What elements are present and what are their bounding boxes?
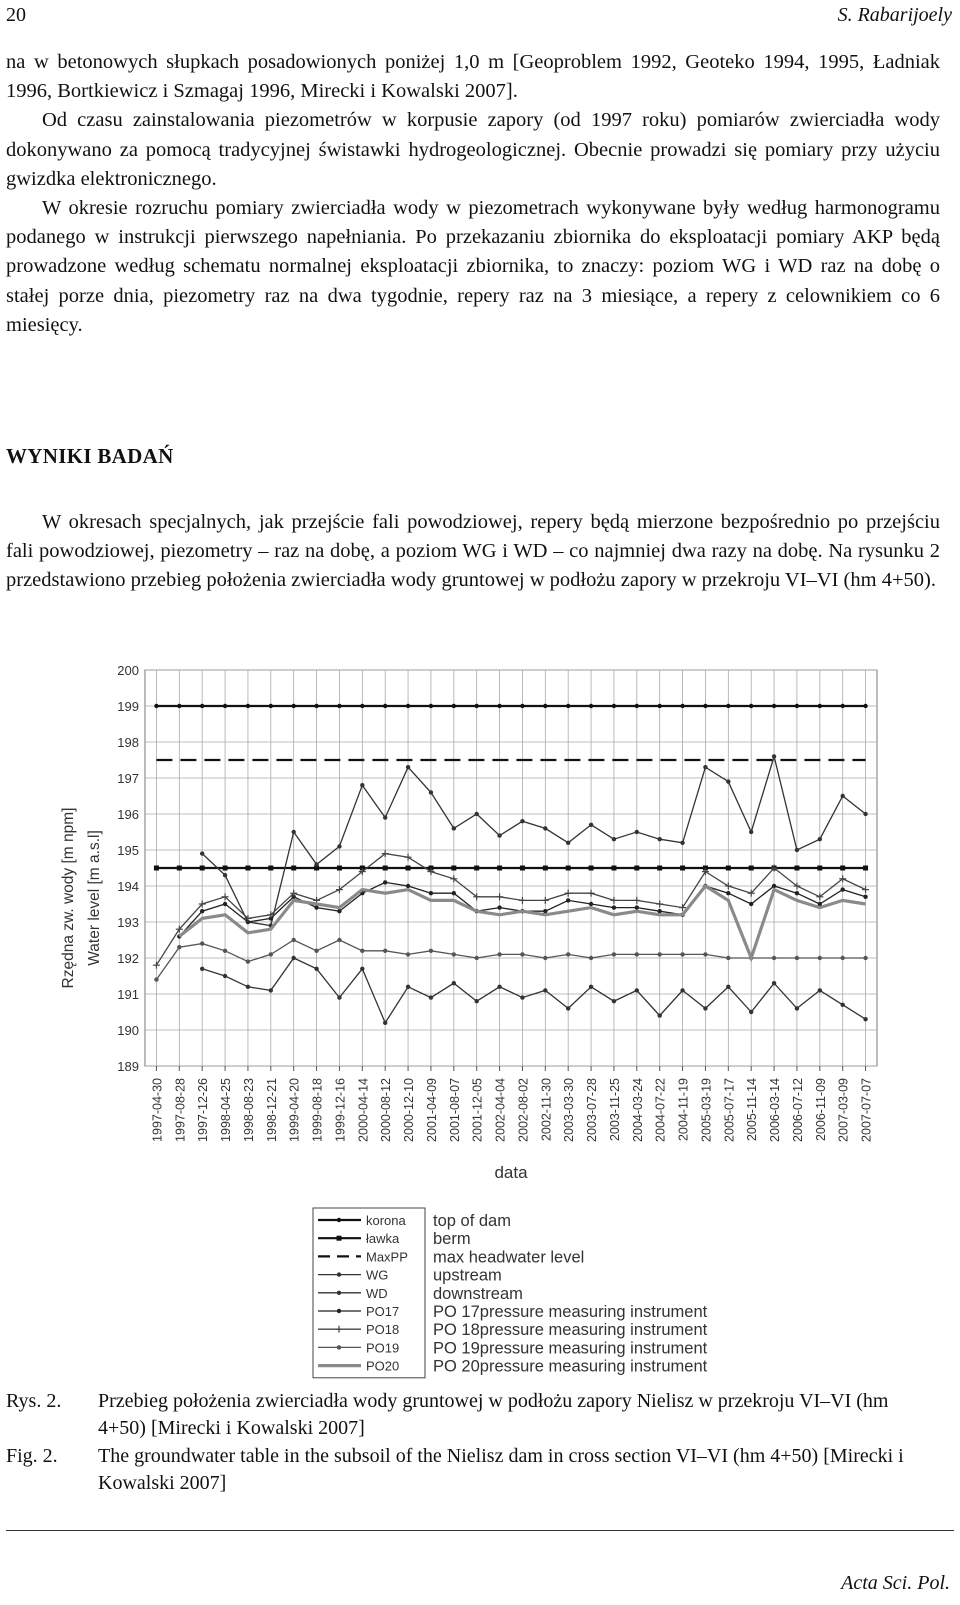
data-point-WD: [406, 985, 410, 989]
x-tick-label: 2006-11-09: [813, 1078, 828, 1142]
data-point-korona: [360, 704, 364, 708]
x-tick-label: 2000-04-14: [356, 1078, 371, 1142]
body-text-results: [6, 508, 940, 596]
data-point-PO19: [406, 952, 410, 956]
data-point-korona: [795, 704, 799, 708]
data-point-WD: [429, 995, 433, 999]
data-point-korona: [497, 704, 501, 708]
data-point-PO17: [337, 909, 341, 913]
data-point-PO19: [223, 949, 227, 953]
data-point-PO19: [795, 956, 799, 960]
data-point-PO17: [635, 905, 639, 909]
x-tick-label: 1998-08-23: [241, 1078, 256, 1142]
data-point-WD: [726, 985, 730, 989]
data-point-WD: [795, 1006, 799, 1010]
legend-description-korona: top of dam: [433, 1212, 511, 1230]
data-point-WD: [200, 967, 204, 971]
data-point-korona: [863, 704, 867, 708]
x-tick-label: 2006-03-14: [768, 1078, 783, 1142]
data-point-PO17: [772, 884, 776, 888]
data-point-PO19: [543, 956, 547, 960]
data-point-WG: [452, 826, 456, 830]
data-point-WG: [863, 812, 867, 816]
x-tick-label: 2005-11-14: [745, 1078, 760, 1142]
x-axis-title: data: [494, 1163, 528, 1182]
data-point-WG: [795, 848, 799, 852]
x-tick-label: 2000-08-12: [379, 1078, 394, 1142]
water-level-chart: [0, 660, 960, 1380]
y-tick-label: 191: [117, 987, 139, 1002]
data-point-WG: [406, 765, 410, 769]
paragraph-3: W okresie rozruchu pomiary zwierciadła wody w piezometrach wykonywane były według harmonogramu podanego w instrukcji pierwszego napełniania. Po przekazaniu zbiornika do eksploatacji pomiary AKP będą prowadzone według schematu normalnej eksploatacji zbiornika, to znaczy: poziom WG i WD raz na dobę o stałej porze dnia, piezometry raz na dwa tygodnie, repery raz na 3 miesiące, a repery z celownikiem co 6 miesięcy.: [6, 197, 940, 336]
data-point-PO19: [657, 952, 661, 956]
data-point-ławka: [200, 866, 205, 871]
legend-description-PO17: PO 17pressure measuring instrument: [433, 1303, 708, 1321]
legend-marker-korona: [337, 1218, 341, 1222]
data-point-PO19: [680, 952, 684, 956]
y-tick-label: 199: [117, 699, 139, 714]
data-point-WG: [680, 841, 684, 845]
y-axis-title-polish: Rzędna zw. wody [m npm]: [60, 807, 77, 989]
data-point-PO19: [337, 938, 341, 942]
data-point-PO19: [246, 959, 250, 963]
data-point-PO19: [291, 938, 295, 942]
data-point-WG: [635, 830, 639, 834]
x-tick-label: 2003-11-25: [607, 1078, 622, 1142]
data-point-PO17: [383, 880, 387, 884]
legend-label-ławka: ławka: [366, 1231, 400, 1247]
caption-english-text: The groundwater table in the subsoil of the Nielisz dam in cross section VI–VI (hm 4+50) [Mirecki i Kowalski 2007]: [98, 1445, 904, 1494]
data-point-ławka: [680, 866, 685, 871]
data-point-PO19: [635, 952, 639, 956]
legend-label-MaxPP: MaxPP: [366, 1249, 408, 1265]
data-point-ławka: [383, 866, 388, 871]
data-point-PO19: [200, 941, 204, 945]
data-point-WD: [657, 1013, 661, 1017]
data-point-ławka: [291, 866, 296, 871]
data-point-WD: [749, 1010, 753, 1014]
data-point-WD: [223, 974, 227, 978]
section-heading: WYNIKI BADAŃ: [6, 444, 174, 468]
data-point-korona: [269, 704, 273, 708]
data-point-WG: [223, 873, 227, 877]
legend-description-ławka: berm: [433, 1230, 471, 1249]
data-point-ławka: [749, 866, 754, 871]
x-tick-label: 2007-07-07: [859, 1078, 874, 1142]
data-point-PO17: [795, 891, 799, 895]
data-point-WG: [749, 830, 753, 834]
data-point-PO19: [314, 949, 318, 953]
x-tick-label: 1998-04-25: [219, 1078, 234, 1142]
data-point-WG: [200, 851, 204, 855]
data-point-korona: [429, 704, 433, 708]
body-text-top: [6, 48, 940, 340]
legend-label-PO17: PO17: [366, 1304, 400, 1319]
data-point-WD: [703, 1006, 707, 1010]
data-point-WG: [360, 783, 364, 787]
data-point-WG: [497, 833, 501, 837]
data-point-WG: [543, 826, 547, 830]
x-tick-label: 2000-12-10: [402, 1078, 417, 1142]
data-point-WG: [314, 862, 318, 866]
y-tick-label: 195: [117, 843, 139, 858]
x-tick-label: 2002-04-04: [493, 1078, 508, 1142]
paragraph-4: W okresach specjalnych, jak przejście fali powodziowej, repery będą mierzone bezpośrednio po przejściu fali powodziowej, piezometry – raz na dobę, a poziom WG i WD – co najmniej dwa razy na dobę. Na rysunku 2 przedstawiono przebieg położenia zwierciadła wody gruntowej w podłożu zapory w przekroju VI–VI (hm 4+50).: [6, 511, 940, 592]
x-tick-label: 2006-07-12: [790, 1078, 805, 1142]
x-tick-label: 1999-04-20: [287, 1078, 302, 1142]
y-tick-label: 198: [117, 735, 139, 750]
legend-label-PO19: PO19: [366, 1340, 400, 1356]
legend-marker-WD: [337, 1291, 341, 1295]
data-point-WD: [680, 988, 684, 992]
data-point-ławka: [634, 866, 639, 871]
data-point-korona: [337, 704, 341, 708]
data-point-PO17: [749, 902, 753, 906]
x-tick-label: 1997-12-26: [196, 1078, 211, 1142]
data-point-korona: [406, 704, 410, 708]
data-point-korona: [474, 704, 478, 708]
caption-polish-label: Rys. 2.: [6, 1390, 62, 1412]
data-point-WD: [337, 995, 341, 999]
data-point-korona: [772, 704, 776, 708]
x-tick-label: 2001-08-07: [447, 1078, 462, 1142]
data-point-WD: [269, 988, 273, 992]
data-point-WD: [520, 995, 524, 999]
data-point-PO17: [543, 909, 547, 913]
caption-english-label: Fig. 2.: [6, 1445, 58, 1467]
data-point-korona: [543, 704, 547, 708]
x-tick-label: 1998-12-21: [264, 1078, 279, 1142]
data-point-WD: [840, 1003, 844, 1007]
legend-description-PO19: PO 19pressure measuring instrument: [433, 1339, 708, 1358]
data-point-WD: [589, 985, 593, 989]
data-point-WD: [863, 1017, 867, 1021]
x-tick-label: 2005-07-17: [722, 1078, 737, 1142]
y-tick-label: 200: [117, 663, 139, 678]
data-point-ławka: [154, 866, 159, 871]
data-point-korona: [177, 704, 181, 708]
data-point-PO19: [497, 952, 501, 956]
x-tick-label: 2003-07-28: [585, 1078, 600, 1142]
data-point-PO19: [818, 956, 822, 960]
x-tick-label: 2002-08-02: [516, 1078, 531, 1142]
data-point-korona: [452, 704, 456, 708]
legend-label-PO20: PO20: [366, 1358, 400, 1374]
data-point-PO19: [177, 945, 181, 949]
data-point-ławka: [474, 866, 479, 871]
data-point-ławka: [794, 866, 799, 871]
data-point-PO19: [474, 956, 478, 960]
data-point-korona: [657, 704, 661, 708]
y-axis-title-english: Water level [m a.s.l]: [86, 830, 103, 966]
data-point-korona: [223, 704, 227, 708]
paragraph-1: na w betonowych słupkach posadowionych poniżej 1,0 m [Geoproblem 1992, Geoteko 1994, 1995, Ładniak 1996, Bortkiewicz i Szmagaj 1996, Mirecki i Kowalski 2007].: [6, 51, 940, 103]
data-point-korona: [291, 704, 295, 708]
data-point-WD: [383, 1021, 387, 1025]
data-point-korona: [383, 704, 387, 708]
data-point-WG: [337, 844, 341, 848]
data-point-WD: [246, 985, 250, 989]
data-point-korona: [314, 704, 318, 708]
x-tick-label: 1999-12-16: [333, 1078, 348, 1142]
data-point-korona: [749, 704, 753, 708]
data-point-WD: [474, 999, 478, 1003]
x-tick-label: 2003-03-30: [562, 1078, 577, 1142]
legend-description-PO20: PO 20pressure measuring instrument: [433, 1357, 708, 1376]
data-point-PO19: [863, 956, 867, 960]
data-point-WG: [612, 837, 616, 841]
data-point-PO17: [314, 905, 318, 909]
data-point-ławka: [611, 866, 616, 871]
data-point-ławka: [520, 866, 525, 871]
data-point-PO17: [657, 909, 661, 913]
data-point-WG: [726, 779, 730, 783]
data-point-WD: [452, 981, 456, 985]
x-tick-label: 2001-04-09: [424, 1078, 439, 1142]
data-point-ławka: [817, 866, 822, 871]
data-point-korona: [818, 704, 822, 708]
legend-description-PO18: PO 18pressure measuring instrument: [433, 1321, 708, 1340]
data-point-WG: [703, 765, 707, 769]
x-tick-label: 2001-12-05: [470, 1078, 485, 1142]
data-point-korona: [703, 704, 707, 708]
caption-polish-text: Przebieg położenia zwierciadła wody gruntowej w podłożu zapory Nielisz w przekroju VI–VI (hm 4+50) [Mirecki i Kowalski 2007]: [98, 1390, 889, 1439]
data-point-WD: [612, 999, 616, 1003]
x-tick-label: 1999-08-18: [310, 1078, 325, 1142]
data-point-WG: [840, 794, 844, 798]
data-point-PO19: [269, 952, 273, 956]
data-point-WG: [291, 830, 295, 834]
data-point-WG: [657, 837, 661, 841]
x-tick-label: 2002-11-30: [539, 1078, 554, 1142]
data-point-WG: [772, 754, 776, 758]
data-point-korona: [200, 704, 204, 708]
page-number: 20: [6, 4, 26, 26]
data-point-WG: [589, 823, 593, 827]
x-tick-label: 2004-11-19: [676, 1078, 691, 1142]
data-point-WD: [635, 988, 639, 992]
data-point-PO19: [840, 956, 844, 960]
data-point-korona: [726, 704, 730, 708]
y-tick-label: 189: [117, 1059, 139, 1074]
data-point-WD: [543, 988, 547, 992]
data-point-ławka: [451, 866, 456, 871]
data-point-WD: [566, 1006, 570, 1010]
data-point-ławka: [657, 866, 662, 871]
data-point-ławka: [566, 866, 571, 871]
data-point-korona: [612, 704, 616, 708]
y-tick-label: 197: [117, 771, 139, 786]
data-point-WG: [474, 812, 478, 816]
caption-english: [6, 1443, 940, 1499]
running-head-author: S. Rabarijoely: [837, 4, 952, 26]
data-point-PO19: [772, 956, 776, 960]
x-tick-label: 2005-03-19: [699, 1078, 714, 1142]
y-tick-label: 193: [117, 915, 139, 930]
data-point-PO19: [566, 952, 570, 956]
x-tick-label: 1997-04-30: [150, 1078, 165, 1142]
data-point-korona: [246, 704, 250, 708]
data-point-PO17: [589, 902, 593, 906]
data-point-PO19: [520, 952, 524, 956]
y-tick-label: 192: [117, 951, 139, 966]
data-point-WD: [497, 985, 501, 989]
data-point-korona: [680, 704, 684, 708]
legend-description-MaxPP: max headwater level: [433, 1248, 585, 1267]
data-point-ławka: [406, 866, 411, 871]
legend-marker-WG: [337, 1272, 341, 1276]
data-point-PO19: [452, 952, 456, 956]
data-point-PO17: [200, 909, 204, 913]
data-point-ławka: [268, 866, 273, 871]
data-point-PO19: [589, 956, 593, 960]
data-point-PO17: [726, 891, 730, 895]
data-point-PO17: [566, 898, 570, 902]
data-point-PO19: [383, 949, 387, 953]
data-point-WD: [314, 967, 318, 971]
y-tick-label: 194: [117, 879, 139, 894]
data-point-PO17: [452, 891, 456, 895]
data-point-PO19: [612, 952, 616, 956]
x-tick-label: 2007-03-09: [836, 1078, 851, 1142]
data-point-ławka: [863, 866, 868, 871]
data-point-WD: [772, 981, 776, 985]
legend-marker-ławka: [337, 1236, 342, 1241]
footer-rule: [6, 1530, 954, 1531]
data-point-WG: [520, 819, 524, 823]
legend-marker-PO19: [337, 1345, 341, 1349]
data-point-PO17: [863, 895, 867, 899]
x-tick-label: 2004-03-24: [630, 1078, 645, 1142]
data-point-WG: [429, 790, 433, 794]
data-point-PO17: [223, 902, 227, 906]
data-point-korona: [154, 704, 158, 708]
legend-marker-PO17: [337, 1309, 341, 1313]
data-point-PO19: [726, 956, 730, 960]
data-point-ławka: [726, 866, 731, 871]
data-point-PO19: [703, 952, 707, 956]
data-point-korona: [520, 704, 524, 708]
data-point-PO17: [429, 891, 433, 895]
data-point-PO17: [497, 905, 501, 909]
y-tick-label: 190: [117, 1023, 139, 1038]
legend-label-WG: WG: [366, 1267, 389, 1283]
data-point-PO19: [154, 977, 158, 981]
data-point-ławka: [543, 866, 548, 871]
data-point-WD: [818, 988, 822, 992]
data-point-WG: [818, 837, 822, 841]
data-point-PO17: [612, 905, 616, 909]
data-point-korona: [840, 704, 844, 708]
data-point-korona: [589, 704, 593, 708]
x-tick-label: 1997-08-28: [173, 1078, 188, 1142]
paragraph-2: Od czasu zainstalowania piezometrów w korpusie zapory (od 1997 roku) pomiarów zwierciadła wody dokonywano za pomocą tradycyjnej świstawki hydrogeologicznej. Obecnie prowadzi się pomiary przy użyciu gwizdka elektronicznego.: [6, 109, 940, 190]
x-tick-label: 2004-07-22: [653, 1078, 668, 1142]
data-point-ławka: [497, 866, 502, 871]
data-point-PO19: [360, 949, 364, 953]
data-point-PO19: [429, 949, 433, 953]
legend-description-WD: downstream: [433, 1284, 523, 1303]
data-point-korona: [635, 704, 639, 708]
data-point-WD: [291, 956, 295, 960]
data-point-ławka: [177, 866, 182, 871]
data-point-WG: [383, 815, 387, 819]
data-point-ławka: [840, 866, 845, 871]
data-point-PO17: [406, 884, 410, 888]
legend-description-WG: upstream: [433, 1266, 502, 1285]
journal-name: Acta Sci. Pol.: [841, 1572, 950, 1594]
data-point-ławka: [337, 866, 342, 871]
data-point-ławka: [223, 866, 228, 871]
data-point-ławka: [245, 866, 250, 871]
caption-polish: [6, 1388, 940, 1444]
data-point-WG: [566, 841, 570, 845]
legend-label-korona: korona: [366, 1213, 406, 1228]
data-point-PO17: [840, 887, 844, 891]
data-point-ławka: [589, 866, 594, 871]
legend-label-WD: WD: [366, 1285, 388, 1301]
y-tick-label: 196: [117, 807, 139, 822]
legend-label-PO18: PO18: [366, 1322, 400, 1338]
data-point-korona: [566, 704, 570, 708]
data-point-WD: [360, 967, 364, 971]
